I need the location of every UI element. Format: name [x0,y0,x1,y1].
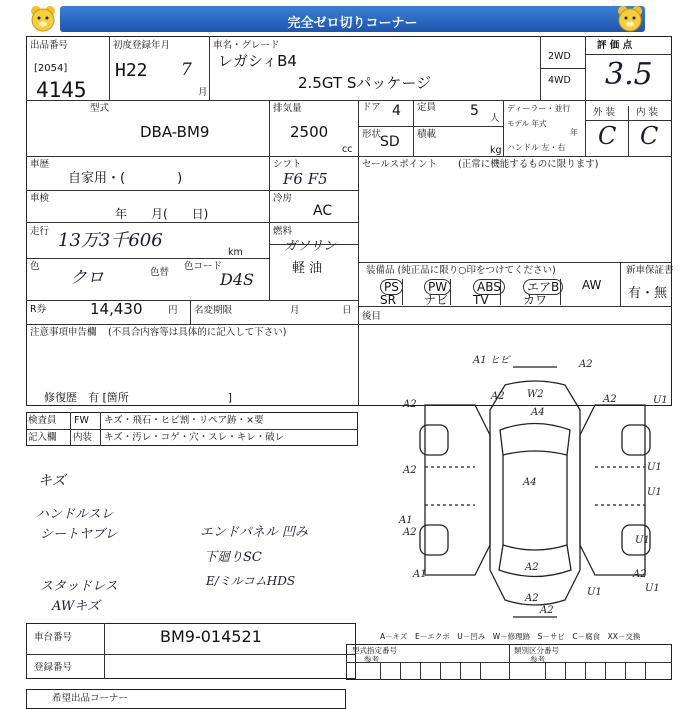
car-name: レガシィB4 [218,52,297,70]
car-grade: 2.5GT Sパッケージ [298,74,432,92]
displacement-label: 排気量 [273,103,302,114]
capacity-value: 5 [470,103,479,119]
notes-sub: (不具合内容等は具体的に記入して下さい) [108,327,287,338]
damage-mark: A4 [523,477,537,488]
handnote-left-2: ハンドルスレ [36,507,114,522]
color-value: クロ [70,268,104,288]
damage-mark: A2 [540,605,554,616]
handle-label: ハンドル 左・右 [507,143,566,152]
damage-mark: A2 [633,569,647,580]
damage-mark: A2 [491,391,505,402]
handnote-left-1: キズ [38,473,66,489]
damage-mark: W2 [527,389,544,400]
model-value: DBA-BM9 [140,123,210,141]
handnote-right-2: 下廻りSC [204,550,262,565]
capacity-unit: 人 [490,113,500,124]
sales-note: (正常に機能するものに限ります) [458,159,599,170]
usage-value: 自家用・( ) [68,171,183,186]
fuel-label: 燃料 [273,226,293,237]
score-value: 3.5 [605,57,653,92]
shift-value: F6 F5 [283,170,328,188]
checker-row1: キズ・飛石・ヒビ割・リペア跡・×要 [104,415,264,426]
inspection-label: 車検 [30,193,50,204]
first-reg-label: 初度登録年月 [113,40,171,51]
interior-label: 内 装 [636,107,659,118]
lot-label: 出品番号 [30,40,69,51]
equipment-item: PW [424,279,451,295]
displacement-unit: cc [342,144,353,155]
checker-row2-tag: 内装 [73,432,93,443]
model-spec-label4: 参考 [530,655,545,664]
drive-2wd: 2WD [548,51,571,62]
usage-label: 車歴 [30,159,50,170]
name-change-label: 名変期限 [194,305,233,316]
damage-mark: A2 [403,399,417,410]
notes-label: 注意事項申告欄 [30,327,97,338]
checker-row2-label: 記入欄 [28,432,57,443]
shift-label: シフト [273,159,302,170]
equipment-item: PS [380,279,403,295]
first-reg-month-unit: 月 [198,87,208,98]
first-reg-era: H22 [115,60,148,81]
damage-mark: U1 [645,583,660,594]
damage-mark: A4 [531,407,545,418]
damage-mark: A1 ヒビ [473,355,510,366]
tax-label: 新車保証書 [626,265,674,276]
equipment-item: カワ [523,293,548,307]
handnote-right-1: エンドパネル 凹み [200,525,308,540]
model-spec-label2: 参考 [364,655,379,664]
damage-mark: A1 [399,515,413,526]
color-code: D4S [220,270,254,289]
lot-sub: [2054] [34,63,68,74]
header-banner [60,6,645,32]
recycle-value: 14,430 [90,300,143,318]
equipment-item: SR [380,293,396,307]
damage-mark: A1 [413,569,427,580]
equipment-item: ABS [473,279,505,295]
fuel-alt: 軽 油 [292,261,323,276]
exterior-label: 外 装 [593,107,616,118]
load-unit: kg [490,145,502,156]
equipment-item: AW [582,278,602,292]
inspection-value: 年 月( 日) [115,207,209,221]
damage-mark: U1 [653,395,668,406]
plate-value: BM9-014521 [160,627,262,646]
model-spec-label1: 型式指定番号 [352,646,397,655]
aircon-label: 冷房 [273,193,293,204]
lot-number: 4145 [36,78,87,102]
mileage-label: 走行 [30,226,50,237]
plate-label: 車台番号 [34,632,73,643]
tax-value: 有・無 [628,286,668,301]
damage-mark: U1 [647,462,662,473]
aircon-value: AC [313,203,333,219]
diagram-legend: A－キズ E－エクボ U－凹み W－修理跡 S－サビ C－腐食 XX－交換 [380,632,641,641]
checker-row1-label: 検査員 [28,415,57,426]
model-spec-label3: 類別区分番号 [514,646,559,655]
mileage-value: 13万3千606 [58,230,163,251]
damage-mark: U1 [647,487,662,498]
displacement-value: 2500 [290,123,329,141]
car-label: 車名・グレード [213,40,280,51]
first-reg-month: 7 [181,60,192,80]
body-type-label: 形状 [362,129,382,140]
fuel-value: ガソリン [284,239,337,254]
handnote-right-3: E/ミルコムHDS [206,574,296,588]
damage-mark: U1 [587,587,602,598]
handnote-left-3: シートヤブレ [40,527,118,542]
seat-label: 後目 [362,311,382,322]
damage-mark: A2 [525,593,539,604]
checker-row1-tag: FW [74,415,89,426]
equipment-label: 装備品 (純正品に限り○印をつけてください) [366,265,556,276]
damage-mark: A2 [403,465,417,476]
damage-mark: U1 [635,535,650,546]
load-label: 積載 [417,129,437,140]
mileage-unit: km [228,247,243,258]
equipment-item: TV [473,293,489,307]
doors-value: 4 [392,103,401,119]
body-type-value: SD [380,134,400,150]
exterior-grade: C [598,122,617,150]
doors-label: ドア [362,102,381,113]
footer-label: 希望出品コーナー [52,693,129,704]
handnote-left-5: AWキズ [52,599,100,614]
damage-mark: A2 [525,562,539,573]
sales-label: セールスポイント [362,159,438,170]
score-label: 評 価 点 [597,40,633,51]
interior-grade: C [640,122,659,150]
equipment-item: エアB [523,279,563,295]
name-change-day: 日 [342,305,352,316]
model-label: 型式 [90,103,110,114]
repair-history: 修復歴 有 [箇所 ] [44,391,233,404]
model-year-unit: 年 [570,128,578,137]
damage-mark: A2 [603,394,617,405]
car-damage-diagram [395,355,680,630]
handnote-left-4: スタッドレス [40,579,118,594]
capacity-label: 定員 [417,102,437,113]
equipment-item: ナビ [424,293,449,307]
damage-mark: A2 [579,359,593,370]
color-num-label: 色替 [150,267,170,278]
model-year-label: モデル 年式 [507,119,547,128]
bear-mascot-icon [28,4,58,34]
name-change-month: 月 [290,305,300,316]
color-label: 色 [30,261,40,272]
color-code-label: 色コード [184,261,223,272]
reg-label: 登録番号 [34,662,73,673]
recycle-label: R券 [30,304,47,315]
damage-mark: A2 [403,527,417,538]
drive-4wd: 4WD [548,75,571,86]
bear-mascot-icon [615,4,645,34]
checker-row2: キズ・汚レ・コゲ・穴・スレ・キレ・破レ [104,432,285,443]
dealer-label: ディーラー・並行 [507,104,571,113]
recycle-unit: 円 [168,305,178,316]
banner-title: 完全ゼロ切りコーナー [287,16,418,31]
